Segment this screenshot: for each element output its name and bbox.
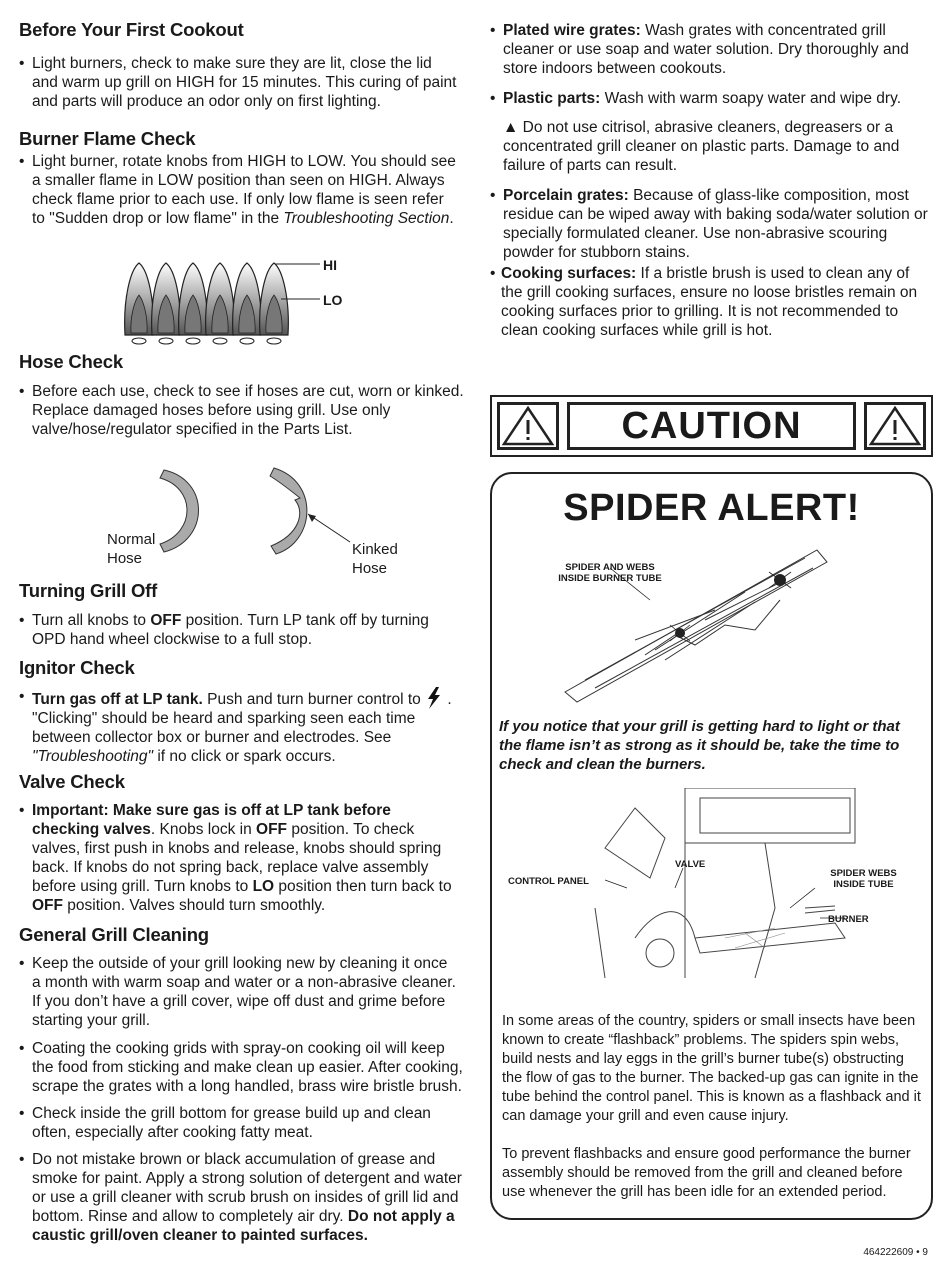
label-kinked-hose: Kinked Hose: [352, 541, 398, 577]
warning-triangle-icon: [864, 402, 926, 450]
bullet-hose-check: • Before each use, check to see if hoses are cut, worn or kinked. Replace damaged hoses before using grill. Use only valve/hose/regulator specified in the Parts List.: [19, 383, 464, 438]
page-footer: 464222609 • 9: [863, 1247, 928, 1258]
prevent-paragraph: To prevent flashbacks and ensure good performance the burner assembly should be removed from the grill and cleaned before use whenever the grill has been idle for an extended period.: [502, 1146, 911, 1200]
bullet-cooking-surfaces: • Cooking surfaces: If a bristle brush is used to clean any of the grill cooking surfaces, ensure no loose bristles remain on cooking surfaces prior to grilling. It is not recommended to clean cooking surfaces while grill is hot.: [490, 265, 918, 339]
heading-hose-check: Hose Check: [19, 351, 123, 372]
burner-assembly-diagram: [575, 788, 865, 983]
caution-label: CAUTION: [567, 402, 856, 450]
flame-shapes: [125, 263, 320, 344]
bullet-cleaning-3: • Check inside the grill bottom for grease build up and clean often, especially after cooking fatty meat.: [19, 1105, 431, 1141]
heading-valve-check: Valve Check: [19, 771, 125, 792]
label-hi: HI: [323, 257, 337, 273]
label-spider-webs-inside-tube: SPIDER WEBS INSIDE TUBE: [830, 868, 897, 890]
bullet-first-cookout: • Light burners, check to make sure they are lit, close the lid and warm up grill on HIGH for 15 minutes. This curing of paint and parts will produce an odor only on first lighting.: [19, 55, 457, 110]
heading-first-cookout: Before Your First Cookout: [19, 19, 244, 40]
bullet-cleaning-1: • Keep the outside of your grill looking new by cleaning it once a month with warm soap and water or a non-abrasive cleaner. If you don’t have a grill cover, wipe off dust and grime before starting your grill.: [19, 955, 456, 1029]
bullet-cleaning-2: • Coating the cooking grids with spray-on cooking oil will keep the food from sticking and make clean up easier. After cooking, scrape the grates with a long handled, brass wire bristle brush.: [19, 1040, 463, 1095]
bullet-cleaning-4: • Do not mistake brown or black accumulation of grease and smoke for paint. Apply a strong solution of detergent and water or use a grill cleaner with scrub brush on insides of grill lid and bottom. Rinse and allow to completely air dry. Do not apply a caustic grill/oven cleaner to painted surfaces.: [19, 1151, 462, 1244]
burner-tube-diagram: [555, 540, 835, 705]
notice-text: If you notice that your grill is getting hard to light or that the flame isn’t as strong as it should be, take the time to check and clean the burners.: [499, 718, 900, 773]
warning-triangle-icon: [497, 402, 559, 450]
spider-alert-title: SPIDER ALERT!: [563, 487, 860, 529]
bullet-ignitor: • Turn gas off at LP tank. Push and turn burner control to . "Clicking" should be heard and sparking seen each time between collector box or burner and electrodes. See "Troubleshooting" if no click or spark occurs.: [19, 688, 452, 765]
heading-ignitor-check: Ignitor Check: [19, 657, 135, 678]
spark-icon: [425, 687, 443, 709]
bullet-turning-off: • Turn all knobs to OFF position. Turn LP tank off by turning OPD hand wheel clockwise to a full stop.: [19, 612, 429, 648]
flame-diagram: [115, 255, 355, 350]
heading-burner-flame-check: Burner Flame Check: [19, 128, 196, 149]
heading-turning-grill-off: Turning Grill Off: [19, 580, 158, 601]
plastic-warning: ▲ Do not use citrisol, abrasive cleaners, degreasers or a concentrated grill cleaner on plastic parts. Damage to and failure of parts can result.: [503, 119, 900, 174]
bullet-burner-flame: • Light burner, rotate knobs from HIGH to LOW. You should see a smaller flame in LOW position than seen on HIGH. Always check flame prior to each use. If only low flame is seen refer to "Sudden drop or low flame" in the Troubleshooting Section.: [19, 153, 456, 227]
flashback-paragraph: In some areas of the country, spiders or small insects have been known to create “flashback” problems. The spiders spin webs, build nests and lay eggs in the grill’s burner tube(s) obstructing the flow of gas to the burner. The backed-up gas can ignite in the tube behind the control panel. This is known as a flashback and it can damage your grill and even cause injury.: [502, 1013, 921, 1124]
normal-hose: [160, 470, 199, 552]
warning-triangle-icon: ▲: [503, 119, 519, 136]
heading-general-cleaning: General Grill Cleaning: [19, 924, 209, 945]
bullet-valve-check: • Important: Make sure gas is off at LP tank before checking valves. Knobs lock in OFF position. To check valves, first push in knobs and release, knobs should spring back. If knobs do not spring back, replace valve assembly before using grill. Turn knobs to LO position then turn back to OFF position. Valves should turn smoothly.: [19, 802, 452, 914]
bullet-porcelain-grates: • Porcelain grates: Because of glass-like composition, most residue can be wiped away with baking soda/water solution or specially formulated cleaner. Use non-abrasive scouring powder for stubborn stains.: [490, 187, 928, 261]
label-valve: VALVE: [675, 859, 706, 870]
label-burner: BURNER: [828, 914, 869, 925]
caution-banner: [490, 395, 933, 457]
bullet-plated-grates: • Plated wire grates: Wash grates with concentrated grill cleaner or use soap and water solution. Dry thoroughly and store indoors between cookouts.: [490, 22, 909, 77]
hose-diagram: [150, 460, 370, 560]
kinked-hose: [270, 468, 307, 554]
label-lo: LO: [323, 292, 343, 308]
label-control-panel: CONTROL PANEL: [508, 876, 589, 887]
bullet-plastic-parts: • Plastic parts: Wash with warm soapy water and wipe dry.: [490, 90, 901, 107]
label-normal-hose: Normal Hose: [107, 531, 156, 567]
label-spider-webs-tube: SPIDER AND WEBS INSIDE BURNER TUBE: [558, 562, 662, 584]
